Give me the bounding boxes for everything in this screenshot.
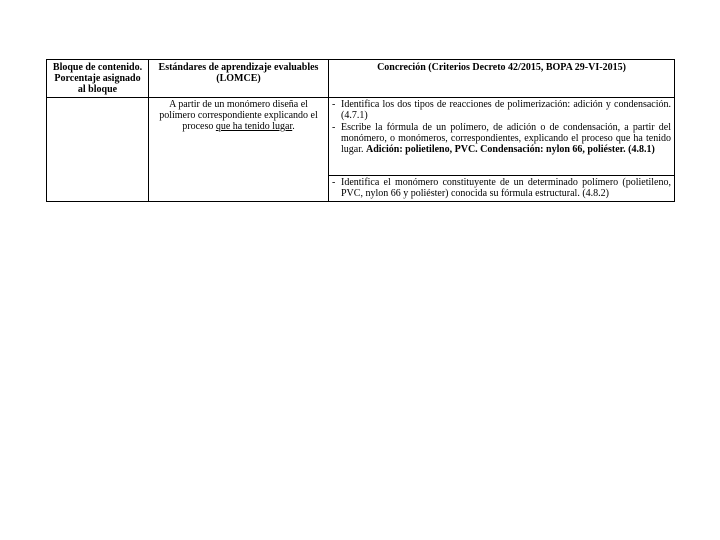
criterion-text-bold: Adición: polietileno, PVC. Condensación: nylon 66, poliéster. (4.8.1) (366, 144, 655, 155)
block-cell (47, 98, 149, 202)
criterion-bullet: - (332, 122, 336, 133)
curriculum-table (46, 59, 675, 202)
criterion-item (332, 99, 671, 121)
standard-text-end: . (292, 121, 295, 132)
header-concretion: Concreción (Criterios Decreto 42/2015, BOPA 29-VI-2015) (329, 60, 675, 98)
table-row (47, 98, 675, 176)
standard-text: A partir de un monómero diseña el polímero correspondiente explicando el proceso (159, 99, 318, 132)
table-header-row (47, 60, 675, 98)
criterion-bullet: - (332, 99, 336, 110)
criterion-text: Identifica el monómero constituyente de un determinado polímero (polietileno, PVC, nylon 66 y poliéster) conocida su fórmula estructural. (4.8.2) (341, 177, 671, 199)
standard-underlined-text: que ha tenido lugar (215, 121, 293, 132)
criterion-item (332, 177, 671, 199)
standard-cell (149, 98, 329, 202)
criterion-bullet: - (332, 177, 336, 188)
header-block: Bloque de contenido. Porcentaje asignado al bloque (47, 60, 149, 98)
concretion-cell-1 (329, 98, 675, 176)
criterion-text (341, 122, 671, 155)
header-standards: Estándares de aprendizaje evaluables (LOMCE) (149, 60, 329, 98)
criterion-text-plain: Escribe la fórmula de un polímero, de adición o de condensación, a partir del monómero, o monómeros, correspondientes, explicando el proceso que ha tenido lugar. (341, 122, 671, 155)
criterion-text: Identifica los dos tipos de reacciones de polimerización: adición y condensación. (4.7.1) (341, 99, 671, 121)
concretion-cell-2 (329, 176, 675, 202)
criterion-item (332, 122, 671, 155)
